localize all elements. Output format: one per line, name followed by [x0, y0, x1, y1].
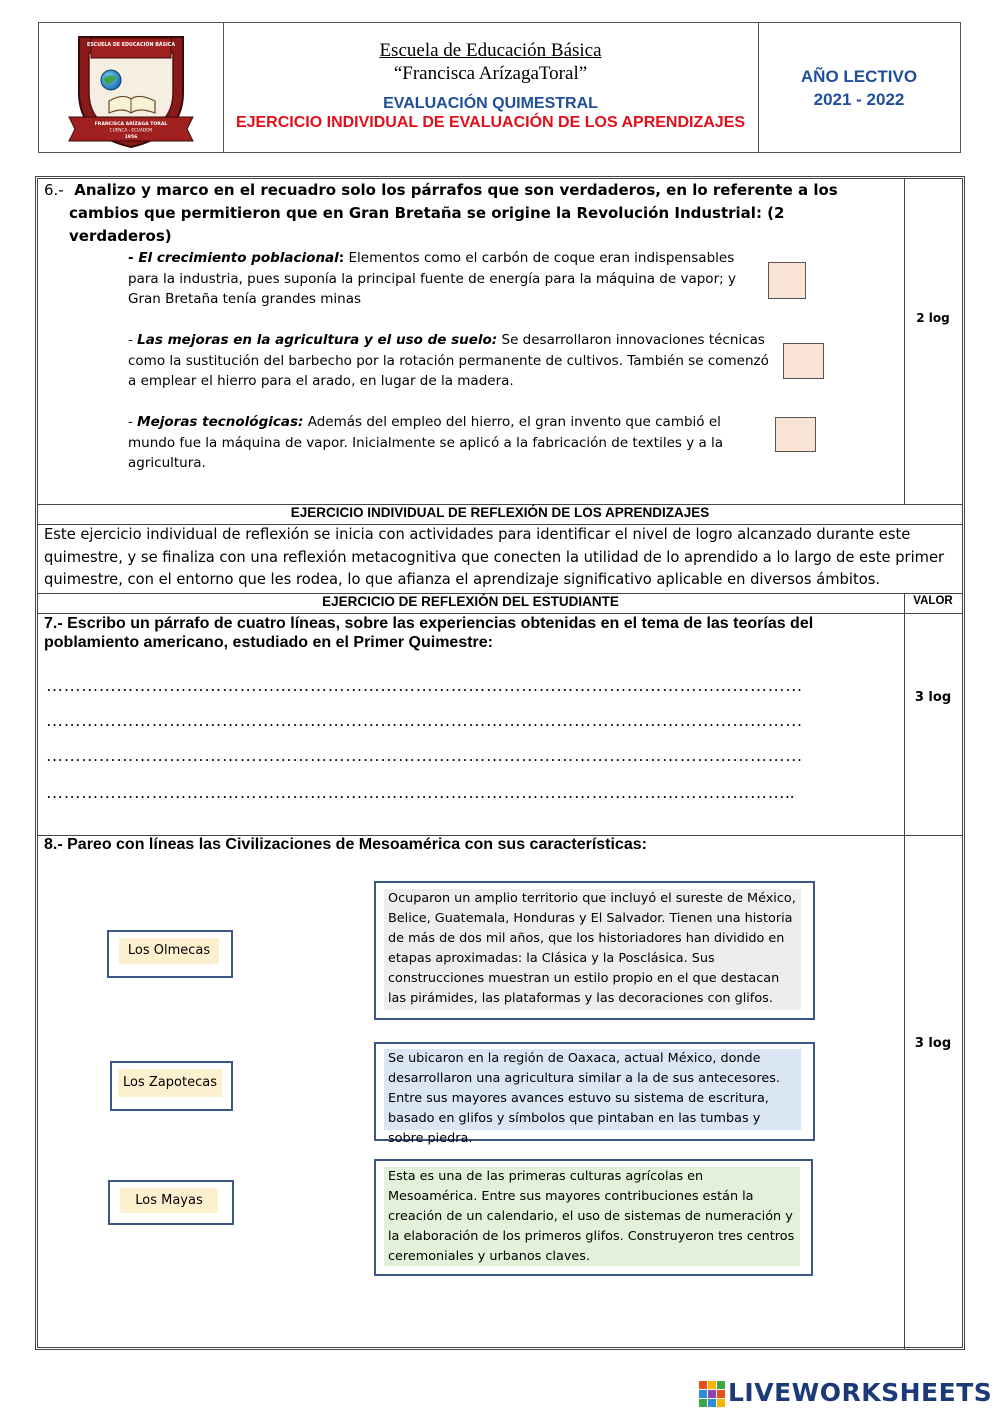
answer-checkbox-1[interactable]: [768, 262, 806, 299]
header-table: [38, 22, 961, 153]
q8-value: 3 log: [914, 1036, 952, 1051]
civilization-box-zapotecas[interactable]: [110, 1061, 233, 1111]
logo-cell: [39, 23, 224, 152]
item-bullet: -: [128, 250, 139, 266]
q6-value-divider: [904, 179, 905, 504]
item-bullet: -: [128, 414, 138, 430]
question-6-title: [44, 179, 884, 248]
exercise-title: EJERCICIO INDIVIDUAL DE EVALUACIÓN DE LOS APRENDIZAJES: [235, 114, 746, 131]
question-6-text: Analizo y marco en el recuadro solo los párrafos que son verdaderos, en lo referente a los cambios que permitieron que en Gran Bretaña se origine la Revolución Industrial: (2 verdaderos): [69, 181, 838, 245]
school-info-cell: [223, 23, 759, 152]
q6-item-3: [128, 412, 768, 474]
crest-year-text: 1956: [124, 135, 138, 140]
school-year-value: 2021 - 2022: [813, 90, 905, 109]
civilization-label: Los Olmecas: [119, 938, 219, 964]
description-box-3[interactable]: [374, 1159, 813, 1276]
liveworksheets-brand: [698, 1378, 998, 1408]
civilization-label: Los Zapotecas: [118, 1069, 222, 1097]
item-sep: :: [338, 250, 345, 266]
item-text: Se desarrollaron innovaciones técnicas como la sustitución del barbecho por la rotación permanente de cultivos. También se comenzó a emplear el hierro para el arado, en lugar de la madera.: [128, 332, 769, 389]
answer-line-4[interactable]: ………………………………………………………………………………………………………………..: [46, 783, 795, 802]
q6-value: 2 log: [916, 311, 950, 325]
crest-top-text: ESCUELA DE EDUCACIÓN BÁSICA: [86, 43, 176, 48]
civilization-box-mayas[interactable]: [108, 1180, 234, 1225]
question-7-title: 7.- Escribo un párrafo de cuatro líneas, sobre las experiencias obtenidas en el tema de las teorías del poblamiento americano, estudiado en el Primer Quimestre:: [44, 615, 814, 651]
answer-line-3[interactable]: …………………………………………………………………………………………………………………: [46, 746, 803, 765]
civilization-label: Los Mayas: [120, 1188, 218, 1213]
answer-checkbox-2[interactable]: [783, 343, 824, 379]
answer-checkbox-3[interactable]: [775, 417, 816, 452]
question-6-number: 6.-: [44, 181, 64, 199]
brand-name: LIVEWORKSHEETS: [728, 1378, 993, 1407]
school-patron-name: “Francisca ArízagaToral”: [393, 63, 588, 84]
student-reflection-heading: EJERCICIO DE REFLEXIÓN DEL ESTUDIANTE: [322, 594, 619, 609]
description-box-1[interactable]: [374, 881, 815, 1020]
answer-line-2[interactable]: …………………………………………………………………………………………………………………: [46, 711, 803, 730]
value-column-heading: VALOR: [913, 595, 953, 607]
answer-line-1[interactable]: …………………………………………………………………………………………………………………: [46, 676, 803, 695]
item-term: Las mejoras en la agricultura y el uso de suelo:: [137, 332, 498, 348]
reflection-text: Este ejercicio individual de reflexión se inicia con actividades para identificar el nivel de logro alcanzado durante este quimestre, y se finaliza con una reflexión metacognitiva que conecten la utilidad de lo aprendido a lo largo de este primer quimestre, con el entorno que les rodea, lo que afianza el aprendizaje significativo aplicable en diversos ámbitos.: [44, 526, 945, 588]
description-text: Ocuparon un amplio territorio que incluyó el sureste de México, Belice, Guatemala, Honduras y El Salvador. Tienen una historia de más de dos mil años, que los historiadores han dividido en etapas aproximadas: la Clásica y la Posclásica. Sus construcciones muestran un estilo propio en el que destacan las pirámides, las plataformas y las decoraciones con glifos.: [384, 889, 801, 1010]
item-bullet: -: [128, 332, 138, 348]
q6-item-2: [128, 330, 778, 392]
evaluation-title: EVALUACIÓN QUIMESTRAL: [383, 95, 598, 112]
reflection-heading: EJERCICIO INDIVIDUAL DE REFLEXIÓN DE LOS APRENDIZAJES: [290, 505, 710, 520]
school-year-label: AÑO LECTIVO: [800, 67, 918, 86]
crest-bottom-text: FRANCISCA ARÍZAGA TORAL: [94, 122, 168, 127]
description-text: Esta es una de las primeras culturas agrícolas en Mesoamérica. Entre sus mayores contribuciones están la creación de un calendario, el uso de sistemas de numeración y la elaboración de los primeros glifos. Construyeron tres centros ceremoniales y urbanos claves.: [384, 1167, 800, 1266]
q6-item-1: [128, 248, 760, 310]
school-year-cell: [758, 23, 960, 152]
school-name: Escuela de Educación Básica: [379, 40, 602, 61]
q7-value: 3 log: [914, 690, 952, 705]
item-text: Además del empleo del hierro, el gran invento que cambió el mundo fue la máquina de vapor. Inicialmente se aplicó a la fabricación de textiles y a la agricultura.: [128, 414, 724, 471]
item-text: Elementos como el carbón de coque eran indispensables para la industria, pues suponía la principal fuente de energía para la máquina de vapor; y Gran Bretaña tenía grandes minas: [128, 250, 736, 307]
liveworksheets-logo-icon: [698, 1380, 726, 1408]
question-8-title: 8.- Pareo con líneas las Civilizaciones de Mesoamérica con sus características:: [44, 836, 647, 853]
description-box-2[interactable]: [374, 1042, 815, 1146]
value-column-divider: [904, 593, 905, 1350]
civilization-box-olmecas[interactable]: [107, 930, 233, 978]
item-term: El crecimiento poblacional: [138, 250, 339, 266]
description-text: Se ubicaron en la región de Oaxaca, actual México, donde desarrollaron una agricultura similar a la de sus antecesores. Entre sus mayores avances estuvo su sistema de escritura, basado en glifos y símbolos que pintaban en las tumbas y sobre piedra.: [384, 1049, 801, 1130]
item-term: Mejoras tecnológicas:: [137, 414, 304, 430]
school-crest-logo: [39, 23, 223, 154]
crest-city-text: CUENCA - ECUADOR: [109, 127, 153, 133]
